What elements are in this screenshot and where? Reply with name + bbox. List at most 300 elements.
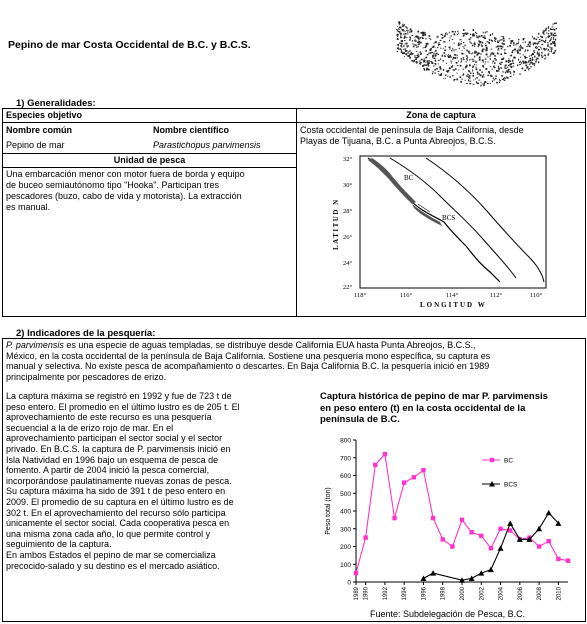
logo-dot: [488, 42, 490, 44]
logo-dot: [492, 33, 493, 35]
logo-dot: [427, 68, 429, 70]
logo-dot: [553, 23, 554, 25]
logo-dot: [429, 60, 430, 61]
body-line: una misma zona cada año, lo que permite control y: [6, 528, 211, 539]
logo-dot: [528, 43, 530, 44]
logo-dot: [485, 68, 487, 70]
logo-dot: [548, 54, 549, 56]
logo-dot: [473, 52, 474, 54]
logo-dot: [526, 46, 527, 47]
logo-dot: [470, 81, 472, 82]
logo-dot: [450, 56, 452, 57]
logo-dot: [444, 36, 446, 37]
x-tick-label: 2008: [537, 587, 544, 601]
logo-dot: [497, 46, 499, 47]
logo-dot: [484, 48, 485, 50]
logo-dot: [411, 30, 413, 31]
body-line: fomento. A partir de 2004 inició la pesca comercial,: [6, 465, 210, 476]
logo-dot: [454, 57, 456, 59]
nombre-comun-value: Pepino de mar: [6, 140, 65, 150]
logo-dot: [440, 48, 441, 49]
logo-dot: [523, 42, 524, 43]
logo-dot: [449, 56, 450, 58]
logo-dot: [418, 40, 420, 41]
logo-dot: [505, 72, 506, 74]
logo-dot: [472, 34, 473, 36]
data-point-bcs: [507, 520, 513, 526]
logo-dot: [554, 35, 556, 36]
logo-dot: [501, 62, 503, 64]
logo-dot: [481, 35, 483, 37]
x-tick-label: 1998: [440, 587, 447, 601]
logo-dot: [553, 39, 554, 40]
logo-dot: [481, 46, 482, 48]
x-tick-label: 1992: [382, 587, 389, 601]
body-line: aprovechamiento de este recurso es una pesquería: [6, 412, 212, 423]
logo-dot: [511, 52, 513, 54]
logo-dot: [490, 55, 491, 57]
logo-dot: [530, 66, 531, 67]
logo-dot: [514, 49, 516, 51]
logo-dot: [534, 52, 535, 53]
logo-dot: [466, 33, 468, 35]
logo-dot: [449, 40, 450, 41]
logo-dot: [512, 63, 514, 65]
logo-dot: [445, 75, 447, 76]
logo-dot: [501, 36, 502, 37]
logo-dot: [405, 26, 406, 28]
logo-dot: [550, 51, 551, 52]
logo-dot: [504, 49, 506, 50]
logo-dot: [545, 29, 547, 31]
logo-dot: [490, 83, 491, 84]
logo-dot: [463, 29, 465, 31]
data-point-bc: [489, 546, 493, 550]
logo-dot: [435, 53, 437, 54]
y-tick-label: 700: [340, 455, 351, 463]
y-axis-label: Peso total (ton): [325, 487, 332, 535]
data-point-bcs: [430, 570, 436, 576]
logo-dot: [432, 71, 433, 72]
logo-dot: [502, 71, 504, 72]
logo-dot: [417, 31, 419, 33]
logo-dot: [494, 55, 495, 57]
logo-dot: [411, 60, 413, 62]
logo-dot: [444, 50, 446, 52]
logo-dot: [472, 45, 473, 47]
logo-dot: [446, 63, 447, 64]
logo-dot: [409, 37, 411, 39]
logo-dot: [521, 47, 522, 49]
logo-dot: [466, 50, 467, 52]
legend-label-bc: BC: [504, 457, 514, 465]
logo-dot: [466, 83, 468, 84]
logo-dot: [477, 83, 479, 85]
logo-dot: [481, 82, 482, 83]
logo-dot: [402, 24, 403, 25]
logo-dot: [519, 62, 520, 63]
logo-dot: [400, 35, 401, 36]
logo-dot: [509, 71, 511, 72]
data-point-bcs: [420, 575, 426, 581]
logo-dot: [437, 36, 438, 38]
logo-dot: [462, 33, 464, 34]
nombre-cientifico-value: Parastichopus parvimensis: [153, 140, 261, 150]
logo-dot: [469, 60, 471, 61]
logo-dot: [436, 55, 437, 56]
logo-dot: [433, 65, 434, 67]
logo-dot: [474, 45, 475, 47]
data-point-bc: [547, 539, 551, 543]
logo-dot: [441, 73, 442, 75]
logo-dot: [469, 41, 470, 42]
unidad-line-2: de buceo semiautónomo tipo "Hooka". Participan tres: [6, 180, 220, 190]
logo-dot: [487, 41, 489, 42]
logo-dot: [495, 78, 497, 79]
logo-dot: [458, 61, 459, 62]
logo-dot: [425, 45, 427, 47]
logo-dot: [404, 40, 406, 41]
logo-dot: [507, 77, 509, 79]
logo-dot: [553, 37, 554, 39]
logo-dot: [483, 32, 484, 34]
logo-dot: [397, 26, 398, 27]
logo-dot: [550, 39, 552, 40]
logo-dot: [510, 43, 512, 44]
logo-dot: [494, 79, 495, 81]
logo-dot: [421, 59, 423, 61]
logo-dot: [501, 48, 503, 50]
logo-dot: [418, 54, 419, 56]
chart-title-line: Captura histórica de pepino de mar P. parvimensis: [320, 391, 548, 402]
logo-dot: [473, 80, 474, 81]
logo-dot: [549, 40, 551, 41]
logo-dot: [473, 29, 474, 31]
logo-dot: [527, 44, 529, 45]
logo-dot: [426, 65, 427, 66]
logo-dot: [404, 56, 405, 57]
body-line: privado. En B.C.S. la captura de P. parvimensis inició en: [6, 443, 231, 454]
body-line: aprovechamiento participan el sector social y el sector: [6, 433, 223, 444]
logo-dot: [495, 76, 497, 77]
x-tick-label: 2000: [460, 587, 466, 601]
logo-dot: [466, 55, 468, 56]
logo-dot: [401, 51, 402, 53]
logo-dot: [500, 64, 502, 65]
data-point-bc: [441, 537, 445, 541]
logo-dot: [553, 52, 555, 54]
logo-dot: [491, 40, 492, 42]
logo-dot: [442, 55, 443, 57]
chart-title: [320, 391, 582, 426]
logo-dot: [461, 41, 462, 42]
logo-dot: [554, 45, 556, 47]
x-tick-label: 1990: [363, 587, 370, 601]
logo-dot: [460, 81, 462, 83]
logo-dot: [548, 27, 549, 29]
logo-dot: [522, 61, 524, 62]
unidad-line-1: Una embarcación menor con motor fuera de borda y equipo: [6, 169, 245, 179]
logo-dot: [446, 54, 447, 55]
logo-dot: [424, 47, 426, 48]
logo-dot: [484, 83, 485, 84]
logo-dot: [457, 31, 458, 32]
logo-dot: [483, 84, 485, 86]
logo-dot: [509, 38, 510, 39]
logo-dot: [443, 78, 444, 79]
logo-dot: [478, 43, 479, 44]
logo-dot: [460, 44, 461, 45]
logo-dot: [450, 35, 452, 36]
logo-dot: [465, 68, 467, 69]
y-tick-label: 600: [340, 473, 351, 480]
logo-dot: [538, 37, 539, 38]
logo-dot: [409, 57, 411, 59]
logo-dot: [409, 56, 410, 57]
logo-dot: [525, 65, 527, 67]
logo-dot: [524, 57, 526, 59]
logo-dot: [415, 58, 417, 60]
logo-dot: [476, 77, 478, 78]
y-tick-label: 100: [340, 561, 351, 569]
logo-dot: [407, 46, 408, 48]
logo-dot: [531, 54, 532, 56]
x-tick-label: 1996: [421, 587, 428, 601]
logo-dot: [465, 80, 466, 81]
logo-dot: [413, 45, 414, 46]
logo-dot: [463, 69, 464, 70]
logo-dot: [461, 60, 462, 61]
logo-dot: [403, 45, 405, 46]
logo-dot: [482, 83, 483, 84]
logo-dot: [423, 47, 424, 48]
data-point-bc: [383, 452, 387, 456]
logo-dot: [431, 62, 433, 64]
logo-dot: [551, 50, 552, 52]
logo-dot: [479, 57, 481, 59]
logo-dot: [541, 44, 543, 45]
logo-dot: [487, 83, 489, 84]
logo-dot: [548, 33, 549, 34]
chart-source: Fuente: Subdelegación de Pesca, B.C.: [370, 609, 526, 619]
logo-dot: [513, 50, 514, 51]
logo-dot: [549, 46, 550, 47]
zona-line-1: Costa occidental de península de Baja California, desde: [300, 125, 524, 135]
logo-dot: [463, 57, 464, 58]
logo-dot: [530, 60, 532, 62]
logo-dot: [444, 52, 445, 54]
logo-dot: [476, 68, 478, 70]
logo-dot: [494, 37, 496, 39]
logo-dot: [538, 61, 539, 63]
logo-dot: [449, 47, 451, 48]
logo-dot: [520, 47, 521, 48]
logo-dot: [457, 55, 458, 57]
logo-dot: [456, 78, 458, 80]
logo-dot: [491, 49, 493, 50]
logo-dot: [545, 40, 546, 41]
col-nombre-cientifico: Nombre científico: [153, 125, 230, 135]
logo-dot: [494, 40, 495, 42]
logo-dot: [482, 60, 484, 62]
logo-dot: [540, 47, 541, 48]
logo-dot: [483, 74, 484, 75]
logo-dot: [539, 53, 540, 55]
logo-dot: [475, 79, 476, 80]
logo-dot: [462, 50, 463, 51]
logo-dot: [471, 53, 472, 54]
logo-dot: [527, 50, 529, 52]
logo-dot: [451, 50, 453, 51]
logo-dot: [502, 59, 504, 60]
logo-dot: [456, 57, 458, 58]
y-tick-label: 500: [340, 490, 351, 498]
unidad-line-3: pescadores (buzo, cabo de vida y motorista). La extracción: [6, 191, 242, 201]
logo-dot: [447, 55, 448, 57]
logo-dot: [513, 74, 514, 76]
logo-dot: [463, 35, 464, 36]
body-paragraph: [6, 391, 306, 571]
logo-dot: [414, 60, 415, 61]
logo-dot: [464, 45, 465, 46]
logo-dot: [464, 48, 465, 49]
logo-dot: [476, 81, 478, 82]
logo-dot: [434, 43, 435, 44]
logo-dot: [454, 79, 456, 80]
intro-species: P. parvimensis: [6, 340, 64, 350]
logo-dot: [531, 61, 532, 62]
logo-dot: [449, 55, 451, 56]
unidad-line-4: es manual.: [6, 202, 51, 212]
logo-dot: [444, 55, 445, 56]
logo-dot: [409, 32, 410, 33]
logo-dot: [397, 30, 398, 32]
logo-dot: [433, 53, 435, 54]
logo-dot: [537, 37, 538, 38]
logo-dot: [414, 40, 415, 41]
logo-dot: [405, 48, 406, 50]
data-point-bc: [469, 530, 473, 534]
logo-dot: [442, 60, 444, 61]
logo-dot: [534, 63, 535, 65]
data-point-bc: [354, 571, 358, 575]
logo-dot: [414, 37, 415, 38]
logo-dot: [431, 52, 433, 53]
logo-dot: [445, 46, 446, 48]
logo-dot: [409, 50, 411, 51]
logo-dot: [479, 73, 480, 75]
y-tick-label: 400: [340, 508, 351, 516]
logo-dot: [513, 71, 515, 73]
logo-dot: [530, 44, 531, 45]
data-point-bc: [421, 468, 425, 472]
logo-dot: [490, 75, 492, 77]
logo-dot: [492, 80, 493, 82]
logo-dot: [511, 55, 512, 57]
logo-dot: [408, 51, 410, 52]
logo-dot: [525, 49, 526, 51]
logo-dot: [500, 80, 501, 81]
logo-dot: [428, 53, 429, 54]
logo-dot: [493, 78, 494, 79]
logo-dot: [461, 43, 463, 44]
logo-dot: [435, 60, 436, 62]
logo-dot: [551, 47, 553, 48]
logo-dot: [399, 43, 401, 44]
data-point-bcs: [498, 545, 504, 551]
logo-dot: [551, 49, 553, 50]
logo-dot: [458, 33, 459, 34]
logo-dot: [473, 73, 474, 75]
logo-dot: [410, 28, 412, 30]
logo-dot: [481, 72, 483, 73]
logo-dot: [503, 40, 505, 42]
logo-dot: [528, 69, 529, 71]
logo-dot: [495, 59, 497, 60]
logo-dot: [546, 32, 547, 33]
logo-dot: [403, 52, 405, 54]
series-line-bc: [356, 454, 568, 573]
logo-dot: [416, 47, 418, 48]
logo-dot: [501, 58, 502, 59]
logo-dot: [438, 73, 439, 74]
logo-dot: [554, 33, 556, 34]
legend-label-bcs: BCS: [504, 481, 518, 489]
page-title: Pepino de mar Costa Occidental de B.C. y B.C.S.: [8, 39, 251, 51]
logo-dot: [466, 61, 467, 63]
logo-dot: [518, 59, 519, 61]
logo-dot: [461, 58, 462, 60]
logo-dot: [481, 53, 482, 55]
logo-dot: [411, 31, 413, 33]
logo-dot: [484, 64, 485, 65]
logo-dot: [475, 42, 476, 43]
logo-dot: [552, 53, 553, 54]
lat-tick: 24°: [343, 260, 353, 267]
logo-dot: [469, 39, 471, 41]
logo-dot: [548, 44, 549, 45]
logo-dot: [399, 29, 400, 30]
logo-dot: [419, 61, 421, 62]
logo-dot: [500, 53, 502, 55]
logo-dot: [497, 49, 499, 50]
logo-dot: [449, 49, 451, 50]
logo-dot: [416, 61, 417, 63]
logo-dot: [438, 63, 439, 64]
logo-dot: [500, 67, 501, 68]
logo-dot: [430, 39, 431, 41]
logo-dot: [426, 69, 427, 71]
logo-dot: [469, 71, 470, 73]
logo-dot: [470, 37, 471, 38]
logo-dot: [479, 59, 481, 61]
logo-dot: [429, 61, 430, 62]
logo-dot: [521, 62, 522, 64]
logo-dot: [415, 55, 416, 57]
lat-tick: 28°: [343, 208, 353, 215]
logo-dot: [437, 47, 438, 48]
logo-dot: [485, 61, 486, 62]
logo-dot: [425, 38, 427, 39]
logo-dot: [509, 69, 510, 70]
logo-dot: [512, 60, 513, 62]
logo-dot: [484, 77, 485, 78]
logo-dot: [517, 51, 519, 53]
logo-dot: [532, 36, 533, 38]
y-tick-label: 0: [347, 579, 351, 587]
logo-dot: [524, 56, 526, 57]
logo-dot: [403, 34, 405, 35]
